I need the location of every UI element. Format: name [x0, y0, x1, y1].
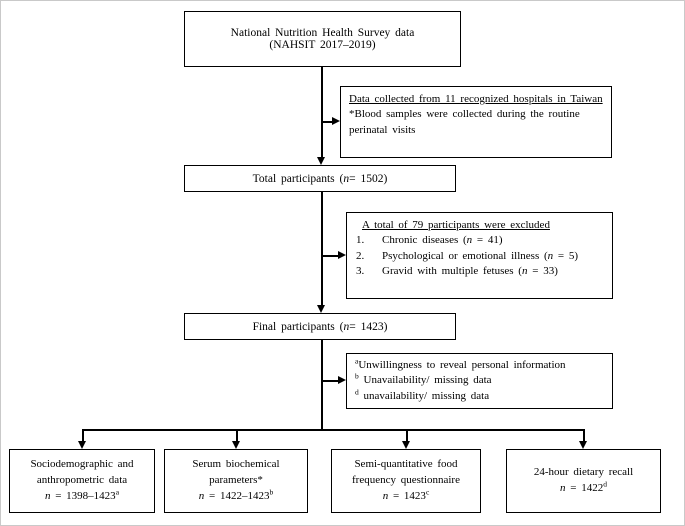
outcome-n-symbol: n — [44, 489, 51, 502]
data-collection-note-box — [340, 86, 612, 158]
outcome-box-sociodemographic — [9, 449, 155, 513]
exclusion-item-text — [382, 249, 578, 264]
outcome-n-line — [45, 489, 119, 505]
outcome-line1: Semi-quantitative food — [354, 458, 458, 471]
footnote-b-text: Unavailability/ missing data — [358, 374, 492, 387]
footnote-d-text: unavailability/ missing data — [358, 389, 490, 402]
exclusion-item-3 — [356, 264, 603, 279]
total-participants-count: = 1502) — [349, 172, 388, 185]
outcome-n-symbol: n — [560, 482, 566, 494]
footnote-b-marker: b — [355, 371, 359, 381]
flow-line-total-to-final — [321, 192, 323, 306]
outcome-n-line — [560, 481, 607, 497]
exclusions-heading: A total of 79 participants were excluded — [362, 219, 550, 231]
arrowhead-right-excluded — [338, 251, 346, 259]
exclusions-box — [346, 212, 613, 299]
distributor-line — [82, 429, 584, 431]
exclusion-item-text-pre: Chronic diseases ( — [382, 234, 467, 247]
outcome-n-line — [199, 489, 273, 505]
survey-source-line1: National Nutrition Health Survey data — [230, 27, 415, 39]
final-participants-label: Final participants ( — [252, 320, 344, 333]
arrowhead-down-box4 — [579, 441, 587, 449]
arrowhead-down-final — [317, 305, 325, 313]
footnote-d — [355, 389, 604, 404]
total-participants-n-symbol: n — [343, 172, 350, 185]
outcome-box-food-frequency — [331, 449, 481, 513]
outcome-sup: b — [269, 487, 274, 497]
outcome-line2: parameters* — [209, 474, 263, 487]
branch-line-excluded — [321, 255, 339, 257]
blood-sample-note: *Blood samples were collected during the routine perinatal visits — [349, 108, 580, 136]
arrowhead-down-box3 — [402, 441, 410, 449]
footnote-d-marker: d — [355, 387, 359, 397]
arrowhead-right-hospitals — [332, 117, 340, 125]
outcome-sup: d — [603, 479, 607, 489]
footnote-b — [355, 373, 604, 388]
outcome-n-line — [383, 489, 430, 505]
final-participants-count: = 1423) — [349, 320, 388, 333]
outcome-n-value: = 1423 — [388, 489, 426, 502]
outcome-line2: anthropometric data — [36, 474, 128, 487]
flow-line-top-to-total — [321, 67, 323, 158]
exclusion-item-text-pre: Psychological or emotional illness ( — [382, 249, 548, 262]
arrowhead-right-footnotes — [338, 376, 346, 384]
exclusion-item-count: = 41) — [472, 234, 503, 247]
footnotes-box — [346, 353, 613, 409]
footnote-a — [355, 358, 604, 373]
branch-line-footnotes — [321, 380, 339, 382]
exclusion-item-number: 1. — [356, 234, 365, 247]
outcome-n-value: = 1422 — [565, 482, 604, 494]
survey-source-box — [184, 11, 461, 67]
footnote-a-text: Unwillingness to reveal personal information — [358, 359, 566, 371]
exclusion-item-n-symbol: n — [521, 265, 528, 278]
arrowhead-down-box1 — [78, 441, 86, 449]
exclusion-item-text — [382, 233, 503, 248]
arrowhead-down-box2 — [232, 441, 240, 449]
outcome-n-symbol: n — [382, 489, 389, 502]
survey-source-line2: (NAHSIT 2017–2019) — [269, 39, 376, 51]
footnote-a-marker: a — [355, 356, 359, 366]
outcome-n-value: = 1398–1423 — [50, 489, 116, 502]
exclusion-item-2 — [356, 249, 603, 264]
total-participants-label: Total participants ( — [252, 172, 344, 185]
outcome-line1: Serum biochemical — [192, 458, 280, 471]
outcome-line1: 24-hour dietary recall — [533, 466, 634, 479]
outcome-box-serum — [164, 449, 308, 513]
data-collection-heading: Data collected from 11 recognized hospitals in Taiwan — [349, 93, 603, 105]
exclusion-item-n-symbol: n — [466, 234, 473, 247]
outcome-sup: a — [115, 487, 120, 497]
total-participants-box — [184, 165, 456, 192]
exclusion-item-count: = 33) — [527, 265, 558, 278]
exclusion-item-1 — [356, 233, 603, 248]
outcome-line1: Sociodemographic and — [30, 458, 134, 471]
outcome-line2: frequency questionnaire — [352, 474, 460, 487]
final-participants-box — [184, 313, 456, 340]
final-participants-n-symbol: n — [343, 320, 350, 333]
exclusion-item-number: 3. — [356, 265, 365, 278]
exclusion-item-n-symbol: n — [547, 249, 554, 262]
outcome-sup: c — [425, 487, 430, 497]
outcome-n-value: = 1422–1423 — [204, 489, 270, 502]
exclusion-item-count: = 5) — [553, 249, 579, 262]
arrowhead-down-total — [317, 157, 325, 165]
exclusion-item-text-pre: Gravid with multiple fetuses ( — [382, 265, 522, 278]
flow-line-final-to-split — [321, 340, 323, 430]
outcome-box-dietary-recall — [506, 449, 661, 513]
exclusion-item-text — [382, 264, 558, 279]
exclusion-item-number: 2. — [356, 249, 365, 262]
outcome-n-symbol: n — [198, 489, 205, 502]
